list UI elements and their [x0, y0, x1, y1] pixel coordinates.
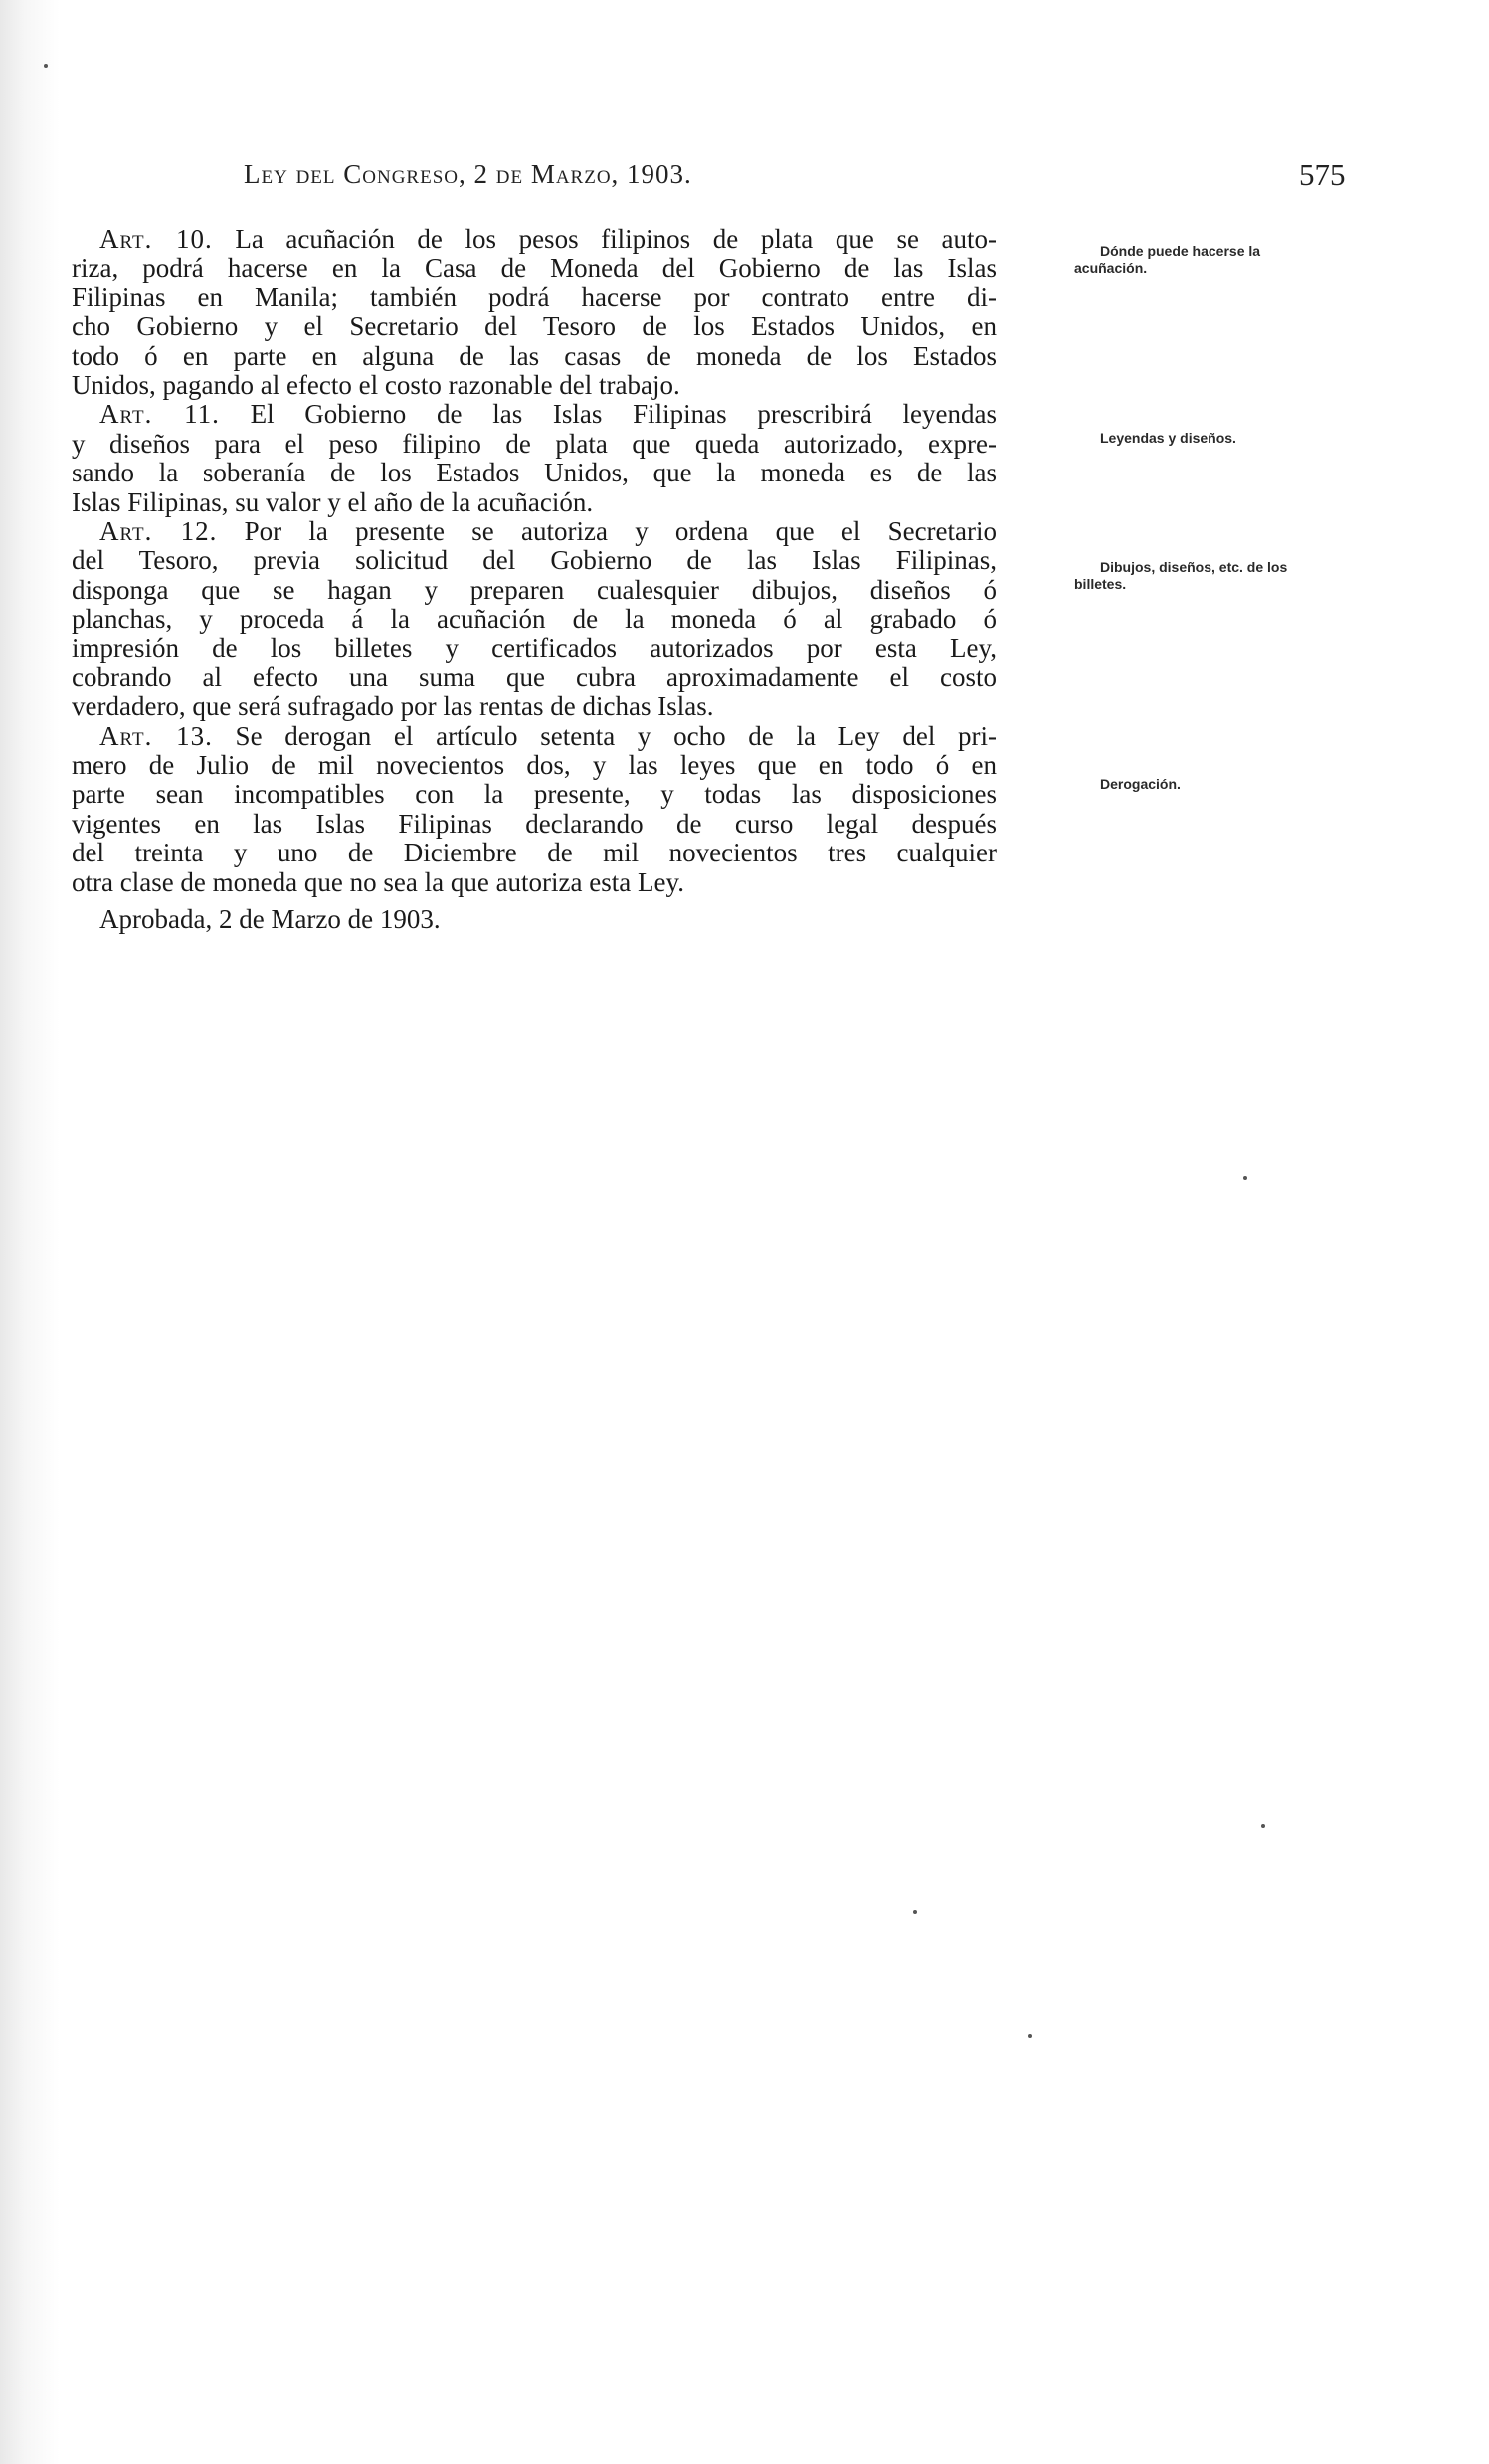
scan-speck	[44, 64, 48, 68]
article-label: Art. 11.	[99, 399, 220, 430]
article-line	[72, 517, 997, 546]
body-text	[72, 224, 1288, 934]
article-line: todo ó en parte en alguna de las casas de moneda de los Estados	[72, 340, 997, 371]
article-line	[72, 225, 997, 254]
article-line	[72, 722, 997, 751]
article-13	[72, 722, 997, 897]
article-line: verdadero, que será sufragado por las rentas de dichas Islas.	[72, 691, 714, 722]
article-line: parte sean incompatibles con la presente, y todas las disposiciones	[72, 779, 997, 810]
article-line: cobrando al efecto una suma que cubra aproximadamente el costo	[72, 662, 997, 692]
running-head	[0, 159, 1489, 199]
article-line: cho Gobierno y el Secretario del Tesoro de los Estados Unidos, en	[72, 311, 997, 342]
scan-speck	[1243, 1176, 1247, 1180]
article-line: planchas, y proceda á la acuñación de la moneda ó al grabado ó	[72, 604, 997, 635]
page-number: 575	[1299, 157, 1346, 192]
margin-note: Dónde puede hacerse la acuñación.	[1074, 243, 1261, 276]
article-line: del treinta y uno de Diciembre de mil novecientos tres cualquier	[72, 838, 997, 868]
article-line: y diseños para el peso filipino de plata que queda autorizado, expre-	[72, 428, 997, 459]
article-line: sando la soberanía de los Estados Unidos, que la moneda es de las	[72, 458, 997, 488]
article-line: Filipinas en Manila; también podrá hacerse por contrato entre di-	[72, 282, 997, 312]
article-text: Se derogan el artículo setenta y ocho de la Ley del pri-	[235, 720, 997, 751]
article-label: Art. 10.	[99, 224, 213, 254]
article-line: vigentes en las Islas Filipinas declarando de curso legal después	[72, 808, 997, 839]
scan-speck	[1028, 2034, 1032, 2038]
article-text: La acuñación de los pesos filipinos de plata que se auto-	[235, 224, 998, 254]
article-11	[72, 400, 997, 517]
article-line	[72, 400, 997, 429]
approval-line: Aprobada, 2 de Marzo de 1903.	[99, 903, 441, 934]
margin-note: Dibujos, diseños, etc. de los billetes.	[1074, 559, 1288, 592]
margin-note: Leyendas y diseños.	[1100, 430, 1236, 446]
article-label: Art. 13.	[99, 720, 213, 751]
article-12	[72, 517, 997, 722]
article-10	[72, 225, 997, 400]
article-line: disponga que se hagan y preparen cualesquier dibujos, diseños ó	[72, 574, 997, 605]
article-text: Por la presente se autoriza y ordena que el Secretario	[244, 515, 998, 546]
margin-note: Derogación.	[1100, 776, 1181, 792]
scan-speck	[913, 1910, 917, 1914]
article-label: Art. 12.	[99, 515, 218, 546]
article-line: Unidos, pagando al efecto el costo razonable del trabajo.	[72, 369, 680, 400]
article-line: otra clase de moneda que no sea la que autoriza esta Ley.	[72, 866, 684, 897]
article-text: El Gobierno de las Islas Filipinas prescribirá leyendas	[250, 399, 997, 430]
article-line: impresión de los billetes y certificados autorizados por esta Ley,	[72, 633, 997, 663]
article-line: del Tesoro, previa solicitud del Gobierno de las Islas Filipinas,	[72, 545, 997, 576]
article-line: Islas Filipinas, su valor y el año de la acuñación.	[72, 486, 594, 517]
article-line: mero de Julio de mil novecientos dos, y las leyes que en todo ó en	[72, 750, 997, 781]
article-line: riza, podrá hacerse en la Casa de Moneda del Gobierno de las Islas	[72, 253, 997, 284]
running-title: Ley del Congreso, 2 de Marzo, 1903.	[244, 159, 692, 189]
scan-speck	[1261, 1824, 1265, 1828]
